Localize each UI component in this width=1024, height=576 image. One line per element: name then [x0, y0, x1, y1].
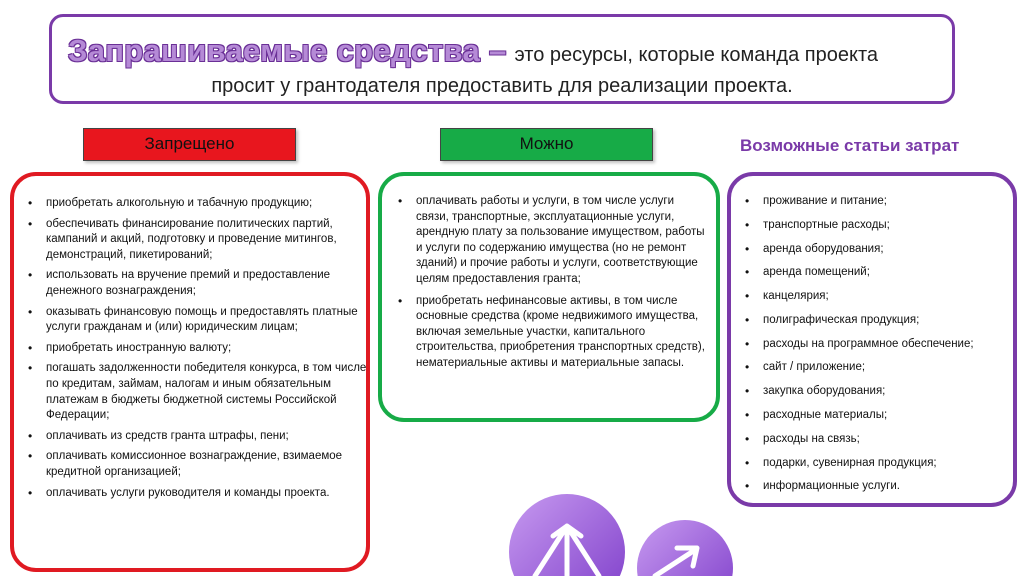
list-item: • оплачивать услуги руководителя и команды проекта. — [22, 486, 367, 502]
costs-list — [739, 194, 1014, 503]
list-item: • подарки, сувенирная продукция; — [739, 456, 1014, 472]
arrow-circles-icon — [505, 490, 735, 576]
list-item: • расходные материалы; — [739, 408, 1014, 424]
list-item: • обеспечивать финансирование политических партий, кампаний и акций, подготовку и проведение митингов, демонстраций, пикетирований; — [22, 217, 367, 264]
list-item: • использовать на вручение премий и предоставление денежного вознаграждения; — [22, 268, 367, 299]
definition-box — [49, 14, 955, 104]
definition-text: это ресурсы, которые команда проекта — [514, 44, 879, 66]
costs-panel — [727, 172, 1017, 507]
list-item: • оплачивать комиссионное вознаграждение, взимаемое кредитной организацией; — [22, 449, 367, 480]
list-item: • расходы на программное обеспечение; — [739, 337, 1014, 353]
list-item: • оказывать финансовую помощь и предоставлять платные услуги гражданам и (или) юридическим лицам; — [22, 305, 367, 336]
allowed-panel — [378, 172, 720, 422]
list-item: • аренда оборудования; — [739, 242, 1014, 258]
allowed-list — [392, 194, 710, 378]
list-item: • закупка оборудования; — [739, 384, 1014, 400]
forbidden-list — [22, 196, 367, 506]
forbidden-panel — [10, 172, 370, 572]
list-item: • информационные услуги. — [739, 479, 1014, 495]
list-item: • приобретать иностранную валюту; — [22, 341, 367, 357]
costs-label: Возможные статьи затрат — [740, 136, 960, 155]
list-item: • канцелярия; — [739, 289, 1014, 305]
forbidden-label: Запрещено — [83, 128, 296, 161]
list-item: • транспортные расходы; — [739, 218, 1014, 234]
list-item: • оплачивать работы и услуги, в том числе услуги связи, транспортные, эксплуатационные услуги, арендную плату за пользование имуществом, работы и услуги по содержанию имущества (но не ремонт зданий) и прочие работы и услуги, соответствующие целям предоставления гранта; — [392, 194, 710, 288]
list-item: • приобретать алкогольную и табачную продукцию; — [22, 196, 367, 212]
list-item: • приобретать нефинансовые активы, в том числе основные средства (кроме недвижимого имущества, включая земельные участки, капитального строительства, приобретения транспортных средств), нематериальные активы и материальные запасы. — [392, 294, 710, 372]
definition-line-2: просит у грантодателя предоставить для реализации проекта. — [211, 75, 793, 97]
list-item: • погашать задолженности победителя конкурса, в том числе по кредитам, займам, налогам и иным обязательным платежам в бюджеты бюджетной системы Российской Федерации; — [22, 361, 367, 423]
definition-term: Запрашиваемые средства – — [68, 33, 507, 68]
list-item: • аренда помещений; — [739, 265, 1014, 281]
definition-line-1 — [68, 33, 878, 69]
list-item: • полиграфическая продукция; — [739, 313, 1014, 329]
list-item: • оплачивать из средств гранта штрафы, пени; — [22, 429, 367, 445]
allowed-label: Можно — [440, 128, 653, 161]
list-item: • сайт / приложение; — [739, 360, 1014, 376]
list-item: • расходы на связь; — [739, 432, 1014, 448]
list-item: • проживание и питание; — [739, 194, 1014, 210]
